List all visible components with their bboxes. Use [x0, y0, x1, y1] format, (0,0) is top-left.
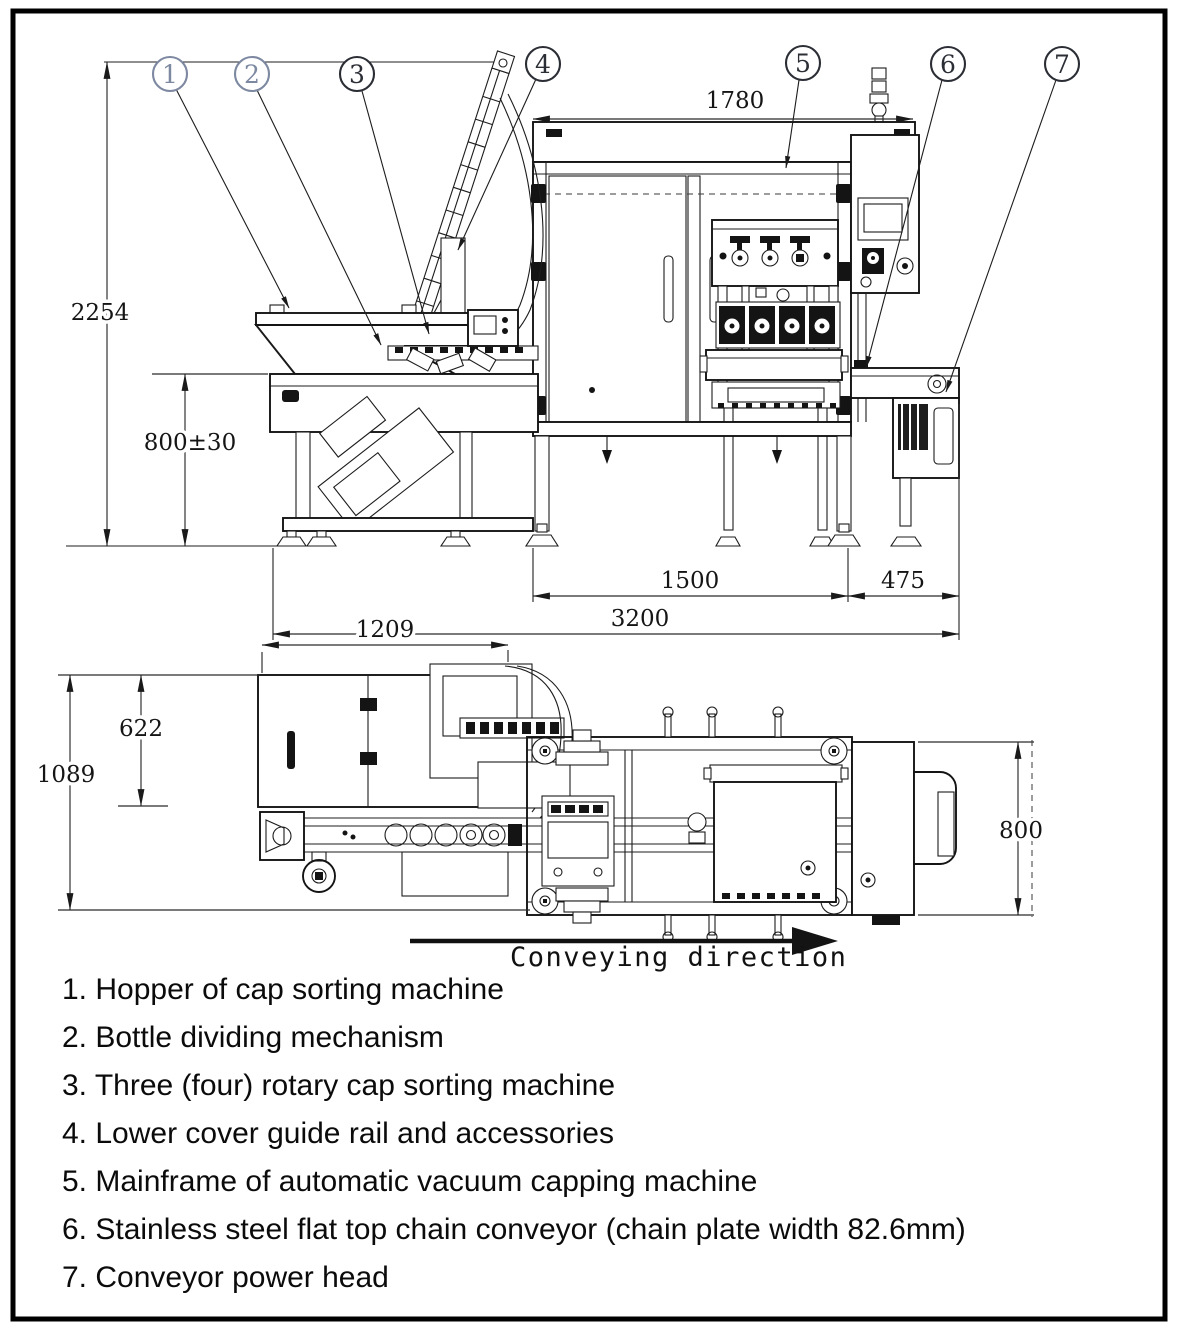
legend [62, 966, 1122, 1302]
mainframe-front [526, 68, 919, 546]
callout-2-number: 2 [244, 60, 260, 89]
plan-vacuum-chamber [714, 782, 836, 902]
legend-item-7: 7. Conveyor power head [62, 1261, 389, 1294]
plan-mainframe [527, 707, 852, 942]
table-leg [296, 432, 310, 520]
hopper-rim [256, 313, 492, 325]
plan-cap-sorter [258, 664, 572, 818]
door-handle-left [664, 256, 673, 322]
legend-item-1: 1. Hopper of cap sorting machine [62, 973, 504, 1006]
dim-sorter-depth: 622 [119, 716, 163, 742]
dim-conveyor-frame-width: 800 [999, 818, 1043, 844]
signal-tower [870, 68, 888, 122]
foot-pad [891, 537, 921, 546]
chain-conveyor-front [851, 368, 959, 398]
callout-7-number: 7 [1054, 50, 1070, 79]
conveyor-and-power-head-front [851, 368, 959, 546]
legend-item-6: 6. Stainless steel flat top chain conveyor (chain plate width 82.6mm) [62, 1213, 966, 1246]
foot-pad [277, 537, 306, 546]
chamber-top-bar [710, 765, 842, 782]
legend-item-3: 3. Three (four) rotary cap sorting machine [62, 1069, 616, 1102]
table-control-box [468, 310, 518, 346]
bottle-clamp-plate [706, 350, 842, 380]
door-divider-post [688, 176, 700, 422]
dim-total-height: 2254 [70, 300, 130, 326]
foot-pad [307, 537, 336, 546]
conveying-direction-label: Conveying direction [510, 942, 848, 973]
chain-ticks [718, 403, 836, 408]
callout-7 [1045, 47, 1079, 81]
hopper-assembly [256, 305, 538, 546]
legend-item-4: 4. Lower cover guide rail and accessories [62, 1117, 614, 1150]
plan-valve [688, 813, 706, 831]
callout-3 [340, 57, 374, 91]
bottom-beam [533, 422, 851, 436]
table-leg [460, 432, 472, 520]
frame-leg-left [535, 436, 549, 531]
frame-leg-right [837, 436, 851, 531]
base-frame [283, 518, 533, 531]
under-panel [402, 852, 508, 896]
foot-pad [828, 535, 860, 546]
callout-3-number: 3 [349, 60, 365, 89]
capping-head-unit [700, 220, 848, 546]
dim-base-span: 1500 [660, 568, 720, 594]
dim-overall-width: 1089 [36, 762, 96, 788]
dim-total-length: 3200 [610, 606, 670, 632]
callout-1-number: 1 [162, 60, 178, 89]
callout-4-number: 4 [535, 50, 551, 79]
dim-sorter-length: 1209 [355, 617, 415, 643]
plan-top-view [37, 617, 1043, 942]
callout-5-number: 5 [795, 49, 811, 78]
foot-pad [441, 537, 470, 546]
callout-1 [153, 57, 187, 91]
callout-2 [235, 57, 269, 91]
plan-power-head [852, 742, 956, 925]
dim-work-height: 800±30 [143, 430, 237, 456]
callout-6 [931, 47, 965, 81]
callout-5 [786, 46, 820, 80]
dim-conveyor-ext: 475 [881, 568, 925, 594]
callout-4 [526, 47, 560, 81]
callout-6-number: 6 [940, 50, 956, 79]
adjust-knobs [730, 236, 810, 266]
front-elevation-view [66, 46, 1079, 640]
dim-frame-width: 1780 [705, 88, 765, 114]
anchor-bolts [602, 436, 782, 464]
legend-item-5: 5. Mainframe of automatic vacuum capping machine [62, 1165, 758, 1198]
legend-item-2: 2. Bottle dividing mechanism [62, 1021, 444, 1054]
foot-pad [526, 535, 558, 546]
conveyor-leg [900, 478, 911, 526]
